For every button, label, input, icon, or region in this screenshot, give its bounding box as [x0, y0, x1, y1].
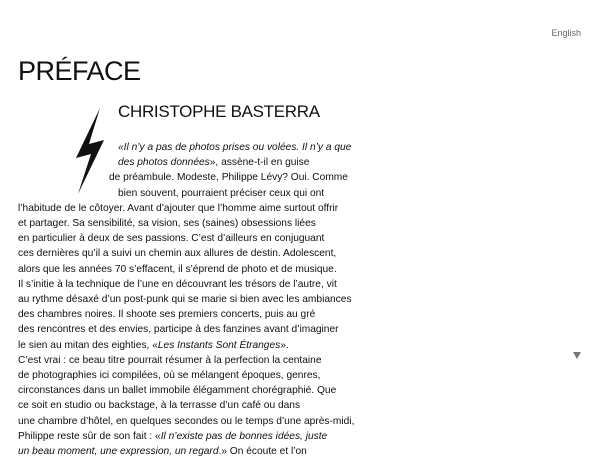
- preface-line: [18, 140, 388, 155]
- preface-line: [18, 307, 388, 322]
- text-segment: le sien au mitan des eighties, «: [18, 339, 158, 351]
- quoted-text: des photos données: [118, 157, 210, 169]
- preface-line: [18, 353, 388, 368]
- preface-line: [18, 444, 388, 459]
- quoted-text: «Il n’y a pas de photos prises ou volées. Il n’y a que: [118, 142, 352, 153]
- text-segment: de photographies ici compilées, où se mélangent époques, genres,: [18, 370, 321, 382]
- quoted-text: Les Instants Sont Étranges: [157, 339, 281, 351]
- preface-line: [18, 216, 388, 231]
- text-segment: », assène-t-il en guise: [209, 157, 310, 169]
- preface-body-text: [18, 140, 388, 459]
- preface-line: [18, 322, 388, 337]
- author-name: CHRISTOPHE BASTERRA: [118, 102, 320, 121]
- text-segment: C’est vrai : ce beau titre pourrait résumer à la perfection la centaine: [18, 354, 322, 366]
- quoted-text: Il n’existe pas de bonnes idées, juste: [160, 430, 328, 442]
- preface-line: [18, 414, 388, 429]
- preface-line: [18, 262, 388, 277]
- language-switch-link[interactable]: English: [551, 28, 581, 38]
- preface-line: [18, 338, 388, 353]
- preface-line: [18, 155, 388, 170]
- preface-line: [18, 429, 388, 444]
- text-segment: Philippe reste sûr de son fait : «: [18, 430, 161, 442]
- text-segment: bien souvent, pourraient préciser ceux qui ont: [118, 187, 325, 199]
- text-segment: ces dernières qu’il a suivi un chemin aux allures de destin. Adolescent,: [18, 248, 337, 260]
- preface-line: [18, 398, 388, 413]
- preface-line: [18, 170, 388, 185]
- text-segment: des chambres noires. Il shoote ses premiers concerts, puis au gré: [18, 309, 316, 321]
- page-title: PRÉFACE: [18, 56, 141, 86]
- preface-line: [18, 383, 388, 398]
- chevron-down-icon[interactable]: [573, 352, 581, 359]
- text-segment: ».: [280, 339, 289, 351]
- text-segment: une chambre d’hôtel, en quelques secondes ou le temps d’une après-midi,: [18, 415, 355, 427]
- preface-line: [18, 201, 388, 216]
- preface-line: [18, 292, 388, 307]
- text-segment: l’habitude de le côtoyer. Avant d’ajouter que l’homme aime surtout offrir: [18, 202, 339, 214]
- preface-line: [18, 231, 388, 246]
- text-segment: Il s’initie à la technique de l’une en découvrant les trésors de l’autre, vit: [18, 278, 337, 290]
- text-segment: circonstances dans un ballet immobile élégamment chorégraphié. Que: [18, 385, 337, 397]
- text-segment: ce soit en studio ou backstage, à la terrasse d’un café ou dans: [18, 400, 301, 412]
- text-segment: et partager. Sa sensibilité, sa vision, ses (saines) obsessions liées: [18, 218, 316, 230]
- text-segment: au rythme désaxé d’un post-punk qui se marie si bien avec les ambiances: [18, 294, 352, 306]
- text-segment: de préambule. Modeste, Philippe Lévy? Oui. Comme: [109, 172, 348, 184]
- preface-line: [18, 368, 388, 383]
- text-segment: .» On écoute et l’on: [218, 446, 307, 458]
- preface-line: [18, 246, 388, 261]
- text-segment: en particulier à deux de ses passions. C’est d’ailleurs en conjuguant: [18, 233, 325, 245]
- text-segment: alors que les années 70 s’effacent, il s’éprend de photo et de musique.: [18, 263, 337, 275]
- preface-line: [18, 277, 388, 292]
- preface-line: [18, 186, 388, 201]
- quoted-text: un beau moment, une expression, un regard: [18, 446, 219, 458]
- text-segment: des rencontres et des envies, participe à des fanzines avant d’imaginer: [18, 324, 339, 336]
